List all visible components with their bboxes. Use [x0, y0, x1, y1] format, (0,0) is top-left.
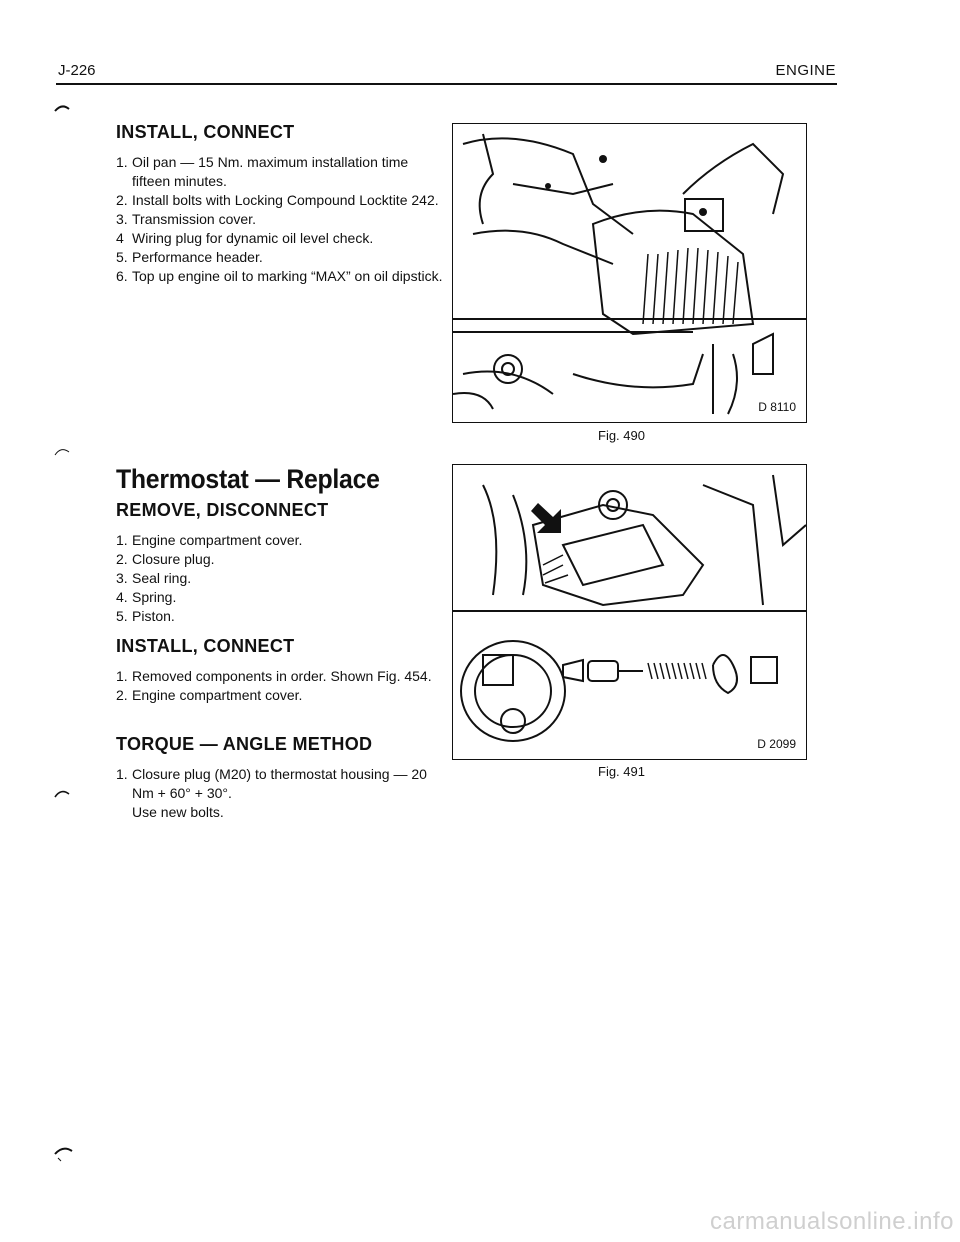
list-item: 5. Performance header. — [116, 249, 263, 265]
torque-angle-section — [116, 734, 446, 822]
list-item: 1. Engine compartment cover. — [116, 532, 303, 548]
section-heading: REMOVE, DISCONNECT — [116, 500, 329, 520]
list-item: 5. Piston. — [116, 608, 175, 624]
list-item: 1. Closure plug (M20) to thermostat housing — 20 Nm + 60° + 30°. — [116, 766, 427, 801]
list-item: 4. Spring. — [116, 589, 177, 605]
list-item: 6. Top up engine oil to marking “MAX” on oil dipstick. — [116, 268, 443, 284]
step-list — [116, 667, 446, 705]
engine-oil-pan-illustration — [453, 124, 806, 422]
list-item: 2. Closure plug. — [116, 551, 215, 567]
step-list — [116, 153, 446, 286]
list-item: 1. Oil pan — 15 Nm. maximum installation time fifteen minutes. — [116, 154, 409, 189]
thermostat-illustration — [453, 465, 806, 759]
watermark: carmanualsonline.info — [710, 1208, 954, 1235]
figure-caption: Fig. 491 — [598, 764, 645, 779]
step-list — [116, 765, 446, 803]
list-item: 2. Engine compartment cover. — [116, 687, 303, 703]
oil-pan-install-section — [116, 122, 446, 286]
step-list — [116, 531, 446, 626]
margin-mark — [54, 104, 70, 112]
section-title-large: Thermostat — Replace — [116, 464, 380, 494]
margin-mark — [54, 446, 70, 456]
section-heading: INSTALL, CONNECT — [116, 636, 295, 656]
section-title: ENGINE — [775, 62, 836, 79]
torque-note: Use new bolts. — [132, 804, 224, 820]
page-number: J-226 — [58, 62, 96, 79]
thermostat-install-section — [116, 636, 446, 705]
list-item: 3. Seal ring. — [116, 570, 192, 586]
drawing-code: D 8110 — [758, 400, 796, 414]
figure-490 — [452, 123, 807, 423]
section-heading: INSTALL, CONNECT — [116, 122, 295, 142]
figure-caption: Fig. 490 — [598, 428, 645, 443]
margin-mark — [54, 788, 70, 798]
list-item: 3. Transmission cover. — [116, 211, 256, 227]
list-item: 4 Wiring plug for dynamic oil level check. — [116, 230, 374, 246]
list-item: 1. Removed components in order. Shown Fig. 454. — [116, 668, 432, 684]
margin-mark — [54, 1146, 74, 1162]
drawing-code: D 2099 — [757, 737, 796, 751]
header-rule — [56, 83, 837, 85]
arrow-icon — [531, 503, 561, 533]
list-item: 2. Install bolts with Locking Compound Locktite 242. — [116, 192, 439, 208]
thermostat-section — [116, 464, 446, 495]
thermostat-remove-section — [116, 500, 446, 626]
section-heading: TORQUE — ANGLE METHOD — [116, 734, 373, 754]
figure-491 — [452, 464, 807, 760]
